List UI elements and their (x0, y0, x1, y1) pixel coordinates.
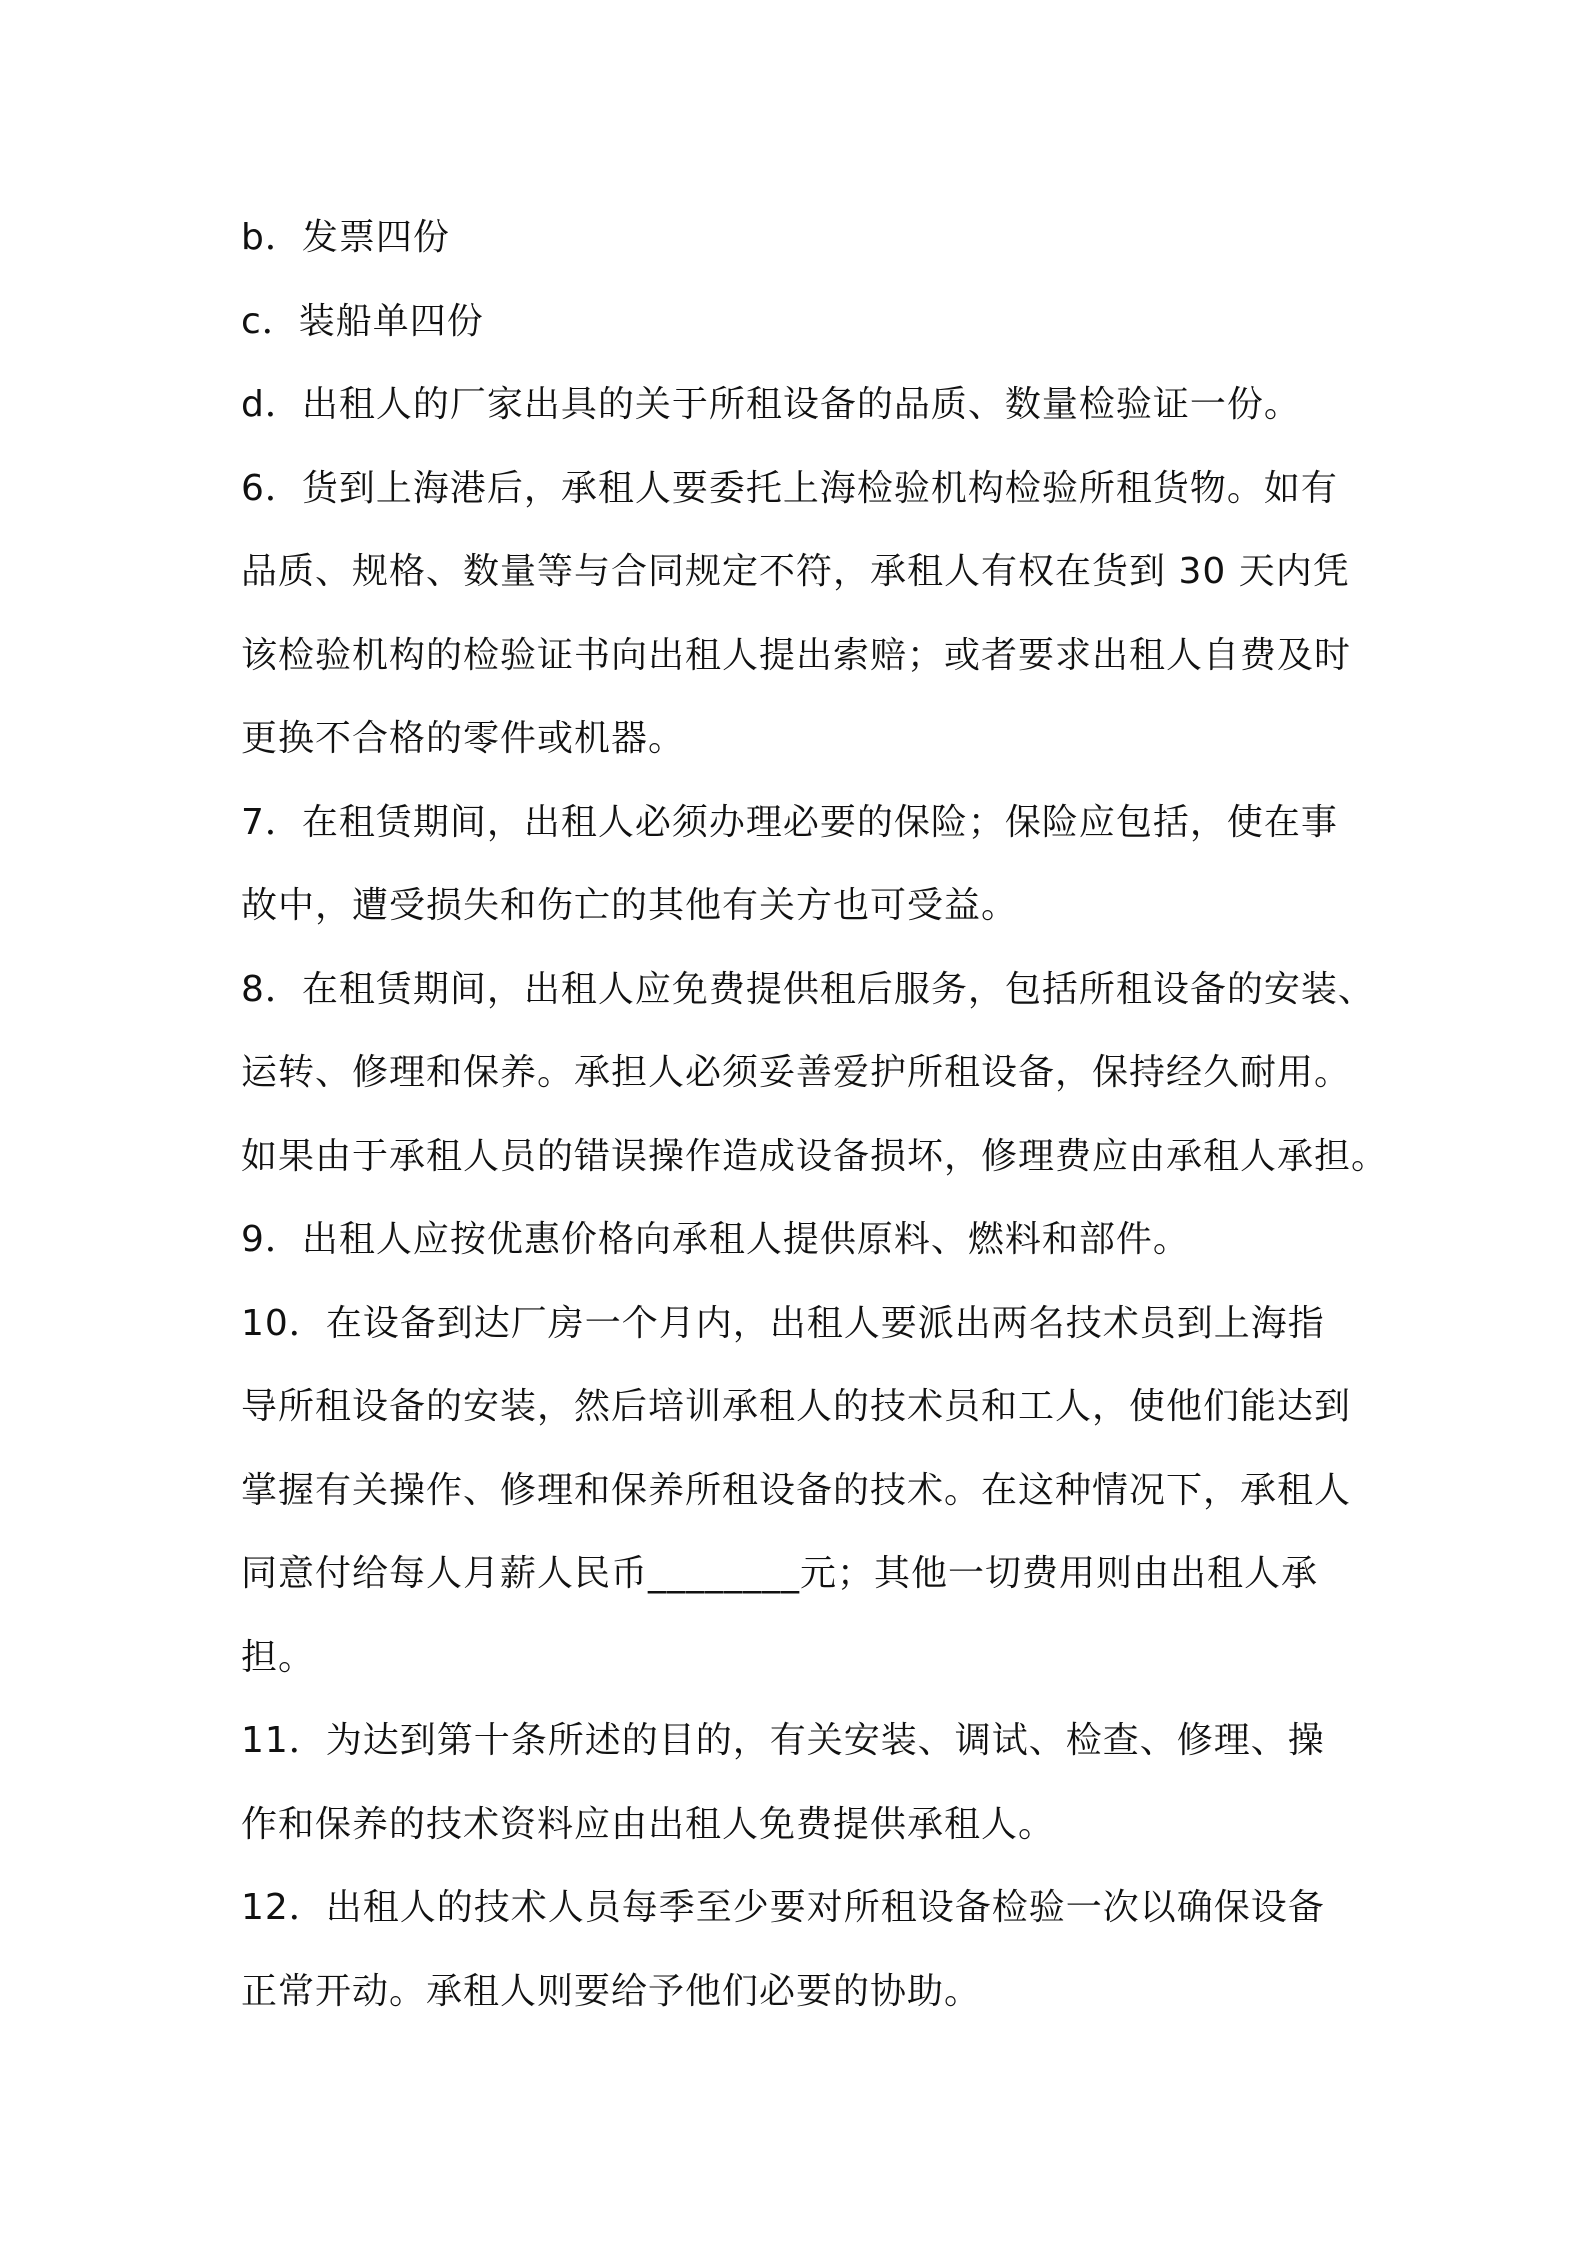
text-line: 故中，遭受损失和伤亡的其他有关方也可受益。 (241, 885, 1019, 926)
document-body (241, 196, 1389, 2033)
text-line: b．发票四份 (241, 217, 450, 258)
text-line: c．装船单四份 (241, 300, 484, 342)
text-line: 品质、规格、数量等与合同规定不符，承租人有权在货到 30 天内凭 (241, 551, 1350, 592)
text-line: 同意付给每人月薪人民币________元；其他一切费用则由出租人承 (241, 1553, 1319, 1594)
text-line: d．出租人的厂家出具的关于所租设备的品质、数量检验证一份。 (241, 384, 1301, 425)
text-line: 11．为达到第十条所述的目的，有关安装、调试、检查、修理、操 (241, 1720, 1325, 1761)
text-line: 更换不合格的零件或机器。 (241, 718, 686, 759)
text-line: 6．货到上海港后，承租人要委托上海检验机构检验所租货物。如有 (241, 467, 1338, 509)
text-line: 12．出租人的技术人员每季至少要对所租设备检验一次以确保设备 (241, 1887, 1325, 1928)
text-line: 7．在租赁期间，出租人必须办理必要的保险；保险应包括，使在事 (241, 801, 1338, 843)
text-line: 导所租设备的安装，然后培训承租人的技术员和工人，使他们能达到 (241, 1386, 1352, 1427)
text-line: 掌握有关操作、修理和保养所租设备的技术。在这种情况下，承租人 (241, 1469, 1352, 1511)
text-line: 运转、修理和保养。承担人必须妥善爱护所租设备，保持经久耐用。 (241, 1052, 1352, 1093)
text-line: 担。 (241, 1636, 316, 1678)
text-line: 该检验机构的检验证书向出租人提出索赔；或者要求出租人自费及时 (241, 634, 1352, 676)
text-line: 作和保养的技术资料应由出租人免费提供承租人。 (241, 1803, 1056, 1845)
text-line: 9．出租人应按优惠价格向承租人提供原料、燃料和部件。 (241, 1219, 1190, 1260)
text-line: 10．在设备到达厂房一个月内，出租人要派出两名技术员到上海指 (241, 1302, 1325, 1344)
text-line: 如果由于承租人员的错误操作造成设备损坏，修理费应由承租人承担。 (241, 1135, 1389, 1177)
text-line: 8．在租赁期间，出租人应免费提供租后服务，包括所租设备的安装、 (241, 968, 1375, 1010)
text-line: 正常开动。承租人则要给予他们必要的协助。 (241, 1970, 982, 2012)
